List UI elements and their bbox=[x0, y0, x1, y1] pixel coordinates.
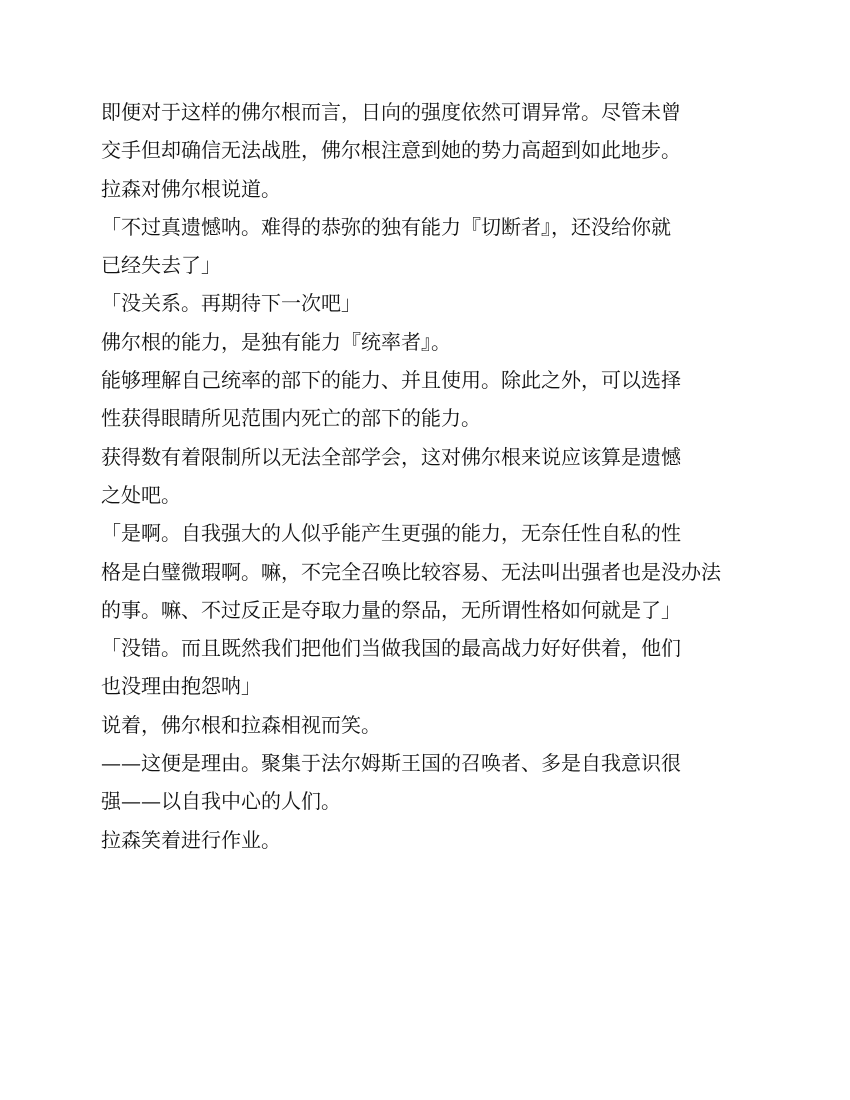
text-line: 之处吧。 bbox=[101, 482, 181, 507]
text-line: 拉森笑着进行作业。 bbox=[101, 827, 281, 852]
text-line: 「没关系。再期待下一次吧」 bbox=[101, 291, 361, 316]
text-line: 「没错。而且既然我们把他们当做我国的最高战力好好供着，他们 bbox=[101, 636, 681, 661]
text-line: 已经失去了」 bbox=[101, 253, 221, 278]
text-line: 「不过真遗憾呐。难得的恭弥的独有能力『切断者』，还没给你就 bbox=[101, 214, 671, 239]
text-line: 「是啊。自我强大的人似乎能产生更强的能力，无奈任性自私的性 bbox=[101, 521, 681, 546]
text-line: 格是白璧微瑕啊。嘛，不完全召唤比较容易、无法叫出强者也是没办法 bbox=[101, 559, 721, 584]
text-line: 交手但却确信无法战胜，佛尔根注意到她的势力高超到如此地步。 bbox=[101, 138, 681, 163]
text-line: 拉森对佛尔根说道。 bbox=[101, 176, 281, 201]
text-line: 也没理由抱怨呐」 bbox=[101, 674, 261, 699]
text-line: 佛尔根的能力，是独有能力『统率者』。 bbox=[101, 329, 451, 354]
text-line: 能够理解自己统率的部下的能力、并且使用。除此之外，可以选择 bbox=[101, 368, 681, 393]
text-line: 即便对于这样的佛尔根而言，日向的强度依然可谓异常。尽管未曾 bbox=[101, 100, 681, 124]
body-text bbox=[101, 93, 761, 859]
text-line: 说着，佛尔根和拉森相视而笑。 bbox=[101, 712, 381, 737]
text-line: ——这便是理由。聚集于法尔姆斯王国的召唤者、多是自我意识很 bbox=[101, 751, 681, 776]
text-line: 获得数有着限制所以无法全部学会，这对佛尔根来说应该算是遗憾 bbox=[101, 444, 681, 469]
text-line: 强——以自我中心的人们。 bbox=[101, 789, 341, 814]
text-line: 性获得眼睛所见范围内死亡的部下的能力。 bbox=[101, 406, 481, 431]
text-line: 的事。嘛、不过反正是夺取力量的祭品，无所谓性格如何就是了」 bbox=[101, 597, 681, 622]
